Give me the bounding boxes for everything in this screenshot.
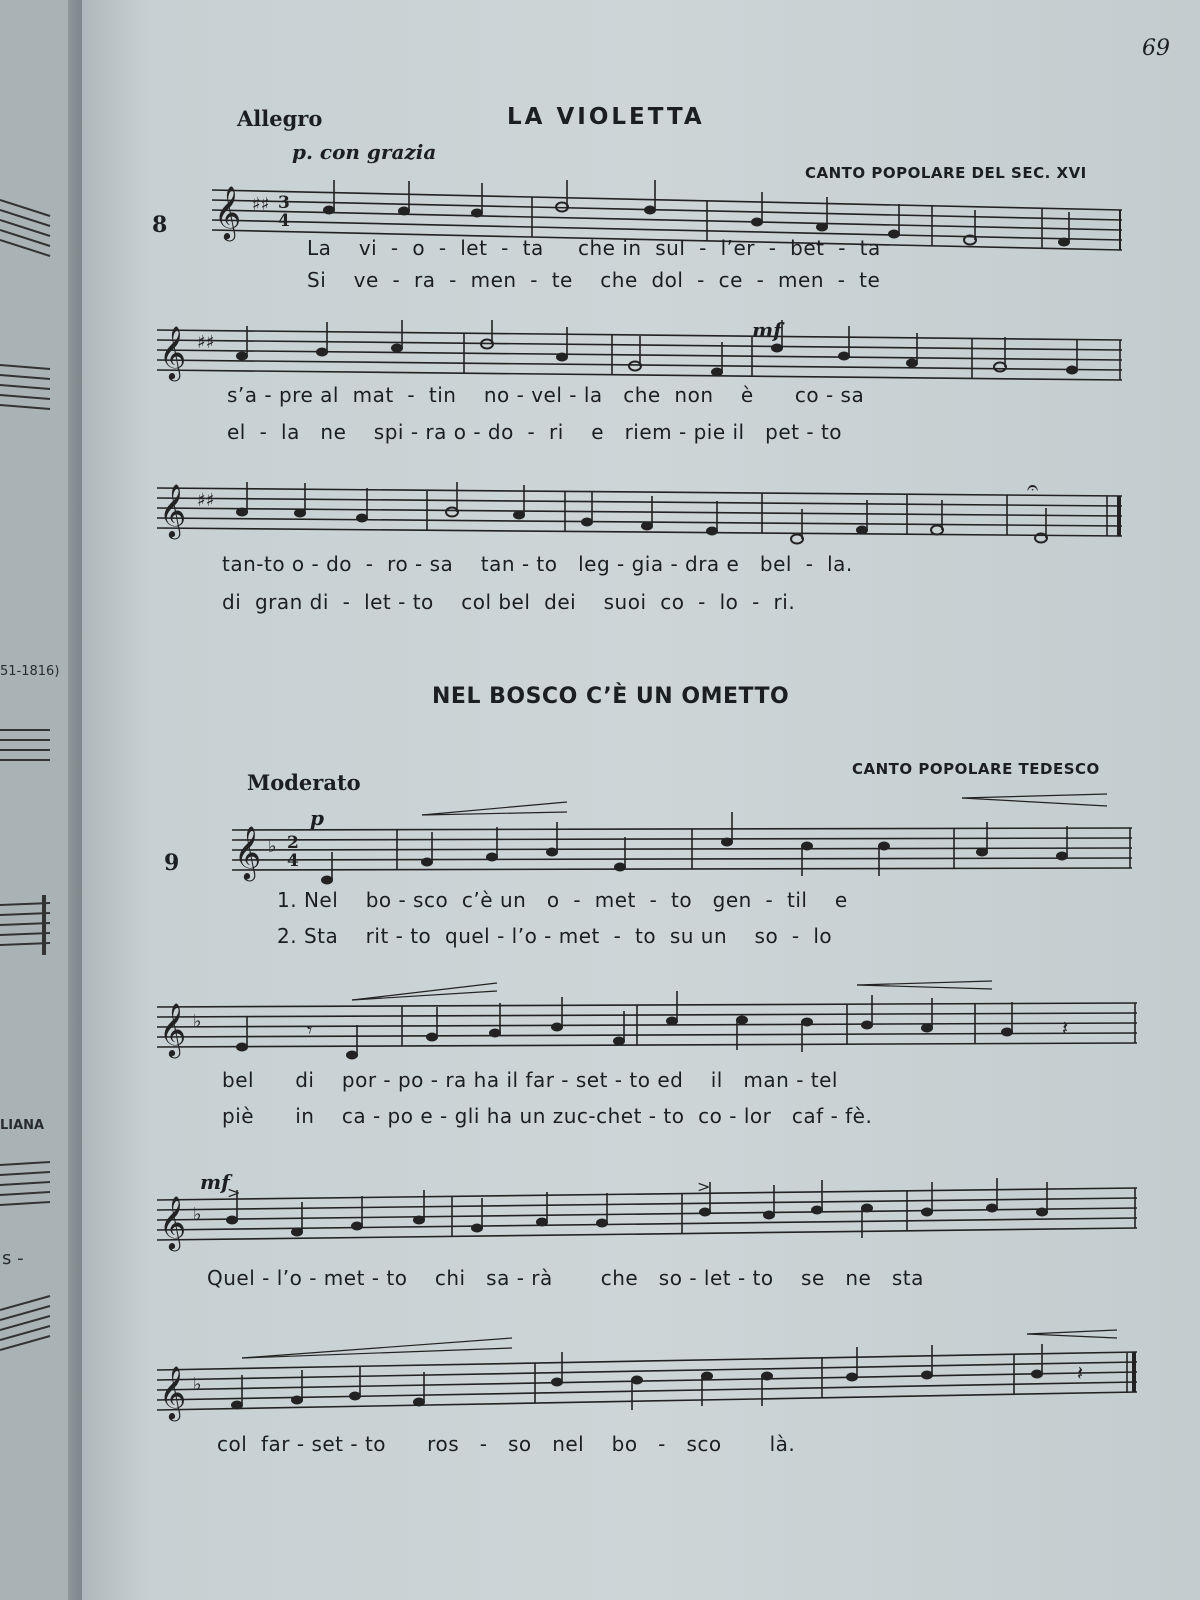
song1-number: 8 <box>152 212 168 238</box>
song2-lyric-line-1: 1. Nel bo - sco c’è un o - met - to gen - til e <box>277 888 848 912</box>
prev-staff-fragment <box>0 725 60 775</box>
svg-text:>: > <box>227 1183 241 1202</box>
svg-text:♭: ♭ <box>193 1204 202 1225</box>
song1-lyric-line-1: La vi - o - let - ta che in sul - l’er - bet - ta <box>307 236 881 260</box>
song1-title: LA VIOLETTA <box>507 104 705 130</box>
song1-lyric-line-5: tan-to o - do - ro - sa tan - to leg - gia - dra e bel - la. <box>222 552 853 576</box>
svg-text:𝄽: 𝄽 <box>1062 1016 1069 1040</box>
song1-lyric-line-3: s’a - pre al mat - tin no - vel - la che non è co - sa <box>227 383 865 407</box>
svg-text:♯♯: ♯♯ <box>252 194 270 215</box>
song2-lyric-line-3: bel di por - po - ra ha il far - set - to ed il man - tel <box>222 1068 838 1092</box>
song1-staff-3 <box>157 468 1122 558</box>
svg-text:3: 3 <box>278 193 290 213</box>
svg-text:𝄞: 𝄞 <box>159 1365 187 1419</box>
songbook-page <box>82 0 1200 1600</box>
svg-text:4: 4 <box>287 851 299 871</box>
svg-text:>: > <box>697 1177 711 1196</box>
prev-staff-fragment <box>0 1160 60 1220</box>
prev-page-lyric: s - <box>2 1248 24 1269</box>
song1-lyric-line-6: di gran di - let - to col bel dei suoi co - lo - ri. <box>222 590 796 614</box>
prev-page-years: 51-1816) <box>0 664 60 679</box>
prev-staff-fragment <box>0 1290 60 1360</box>
svg-text:𝄞: 𝄞 <box>159 1195 187 1249</box>
song2-dynamic-mf: mf <box>200 1170 230 1194</box>
svg-text:𝄾: 𝄾 <box>307 1018 313 1042</box>
book-gutter <box>68 0 82 1600</box>
svg-text:𝄞: 𝄞 <box>159 325 187 379</box>
song2-lyric-line-4: piè in ca - po e - gli ha un zuc-chet - to co - lor caf - fè. <box>222 1104 873 1128</box>
song2-tempo: Moderato <box>247 770 361 795</box>
song2-lyric-line-6: col far - set - to ros - so nel bo - sco là. <box>217 1432 796 1456</box>
prev-staff-fragment <box>0 895 60 965</box>
song1-dynamic-mf: mf <box>752 318 782 342</box>
song2-staff-1 <box>232 790 1132 890</box>
song2-staff-3 <box>157 1170 1137 1260</box>
svg-text:2: 2 <box>287 833 299 853</box>
song1-lyric-line-4: el - la ne spi - ra o - do - ri e riem - pie il pet - to <box>227 420 843 444</box>
song1-tempo: Allegro <box>237 106 323 131</box>
prev-staff-fragment <box>0 355 60 425</box>
song2-dynamic-p: p <box>310 806 324 830</box>
prev-staff-fragment <box>0 190 60 270</box>
page-number: 69 <box>1142 36 1170 61</box>
song2-title: NEL BOSCO C’È UN OMETTO <box>432 684 790 709</box>
svg-text:4: 4 <box>278 211 290 231</box>
svg-text:𝄞: 𝄞 <box>214 185 242 239</box>
song2-staff-2 <box>157 975 1137 1065</box>
song1-lyric-line-2: Si ve - ra - men - te che dol - ce - men - te <box>307 268 881 292</box>
song2-staff-4 <box>157 1330 1137 1430</box>
svg-text:𝄐: 𝄐 <box>1027 475 1039 499</box>
svg-text:𝄞: 𝄞 <box>159 1002 187 1056</box>
svg-text:𝄞: 𝄞 <box>159 483 187 537</box>
previous-page-edge <box>0 0 82 1600</box>
song2-number: 9 <box>164 850 180 876</box>
svg-text:♯♯: ♯♯ <box>197 332 215 353</box>
svg-text:♭: ♭ <box>193 1011 202 1032</box>
svg-text:♭: ♭ <box>268 836 277 857</box>
svg-text:♯♯: ♯♯ <box>197 490 215 511</box>
svg-text:♭: ♭ <box>193 1374 202 1395</box>
song1-expression: p. con grazia <box>292 140 437 164</box>
svg-text:𝄽: 𝄽 <box>1077 1361 1084 1385</box>
song2-lyric-line-2: 2. Sta rit - to quel - l’o - met - to su un so - lo <box>277 924 833 948</box>
song2-lyric-line-5: Quel - l’o - met - to chi sa - rà che so - let - to se ne sta <box>207 1266 924 1290</box>
song2-source: CANTO POPOLARE TEDESCO <box>852 760 1100 778</box>
song1-source: CANTO POPOLARE DEL SEC. XVI <box>805 164 1087 182</box>
prev-page-fragment: LIANA <box>0 1118 45 1133</box>
svg-text:𝄞: 𝄞 <box>234 825 262 879</box>
